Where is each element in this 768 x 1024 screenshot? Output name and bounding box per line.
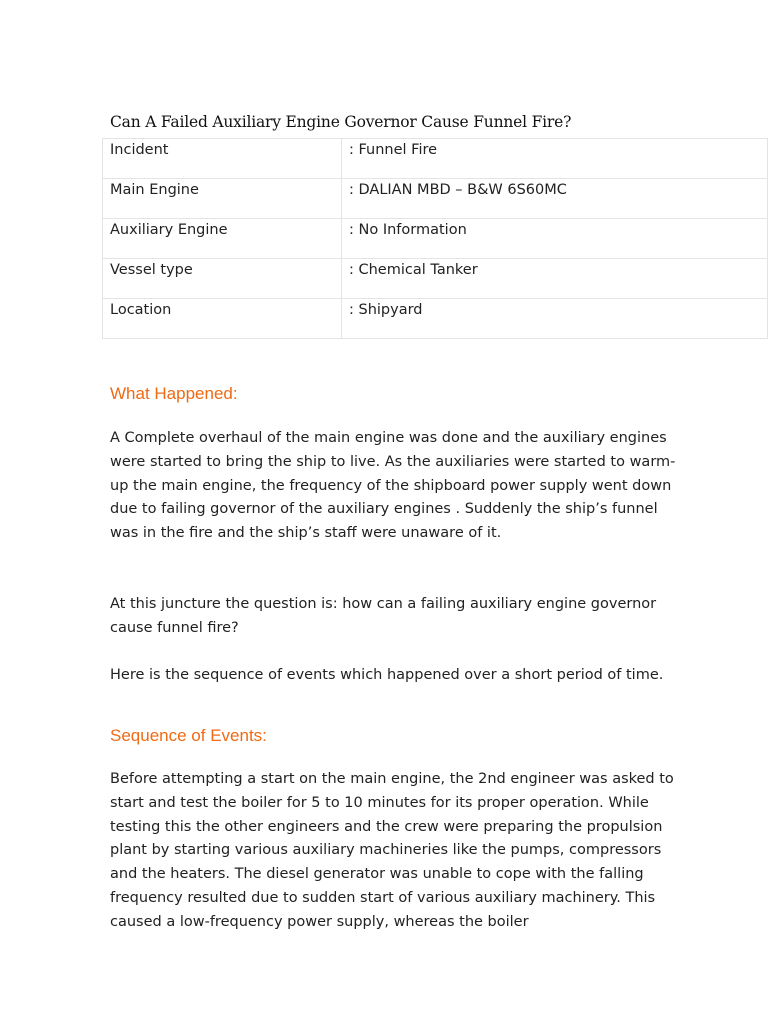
sequence-of-events-heading: Sequence of Events: — [110, 726, 267, 745]
sequence-of-events-paragraph-1: Before attempting a start on the main engine, the 2nd engineer was asked to start and test the boiler for 5 to 10 minutes for its proper operation. While testing this the other engineers and the crew were preparing the propulsion plant by starting various auxiliary machineries like the pumps, compressors and the heaters. The diesel generator was unable to cope with the falling frequency resulted due to sudden start of various auxiliary machinery. This caused a low-frequency power supply, whereas the boiler — [110, 771, 674, 930]
table-label-cell — [103, 299, 342, 339]
main-engine-label: Main Engine — [110, 182, 199, 198]
vessel-type-value: : Chemical Tanker — [349, 262, 478, 278]
table-label-cell — [103, 179, 342, 219]
table-label-cell — [103, 219, 342, 259]
what-happened-paragraph-3: Here is the sequence of events which happened over a short period of time. — [110, 667, 664, 683]
table-row — [103, 139, 768, 179]
incident-info-table — [102, 138, 768, 339]
table-label-cell — [103, 139, 342, 179]
vessel-type-label: Vessel type — [110, 262, 193, 278]
table-row — [103, 259, 768, 299]
what-happened-heading: What Happened: — [110, 384, 238, 403]
table-value-cell — [342, 299, 768, 339]
table-value-cell — [342, 139, 768, 179]
table-row — [103, 219, 768, 259]
what-happened-paragraph-2: At this juncture the question is: how can a failing auxiliary engine governor cause funnel fire? — [110, 596, 657, 636]
location-value: : Shipyard — [349, 302, 423, 318]
location-label: Location — [110, 302, 172, 318]
table-value-cell — [342, 219, 768, 259]
incident-value: : Funnel Fire — [349, 142, 438, 158]
table-row — [103, 179, 768, 219]
auxiliary-engine-label: Auxiliary Engine — [110, 222, 228, 238]
what-happened-paragraph-1: A Complete overhaul of the main engine was done and the auxiliary engines were started to bring the ship to live. As the auxiliaries were started to warm-up the main engine, the frequency of the shipboard power supply went down due to failing governor of the auxiliary engines . Suddenly the ship’s funnel was in the fire and the ship’s staff were unaware of it. — [110, 430, 676, 542]
main-engine-value: : DALIAN MBD – B&W 6S60MC — [349, 182, 567, 198]
table-row — [103, 299, 768, 339]
table-label-cell — [103, 259, 342, 299]
table-value-cell — [342, 179, 768, 219]
document-title: Can A Failed Auxiliary Engine Governor Cause Funnel Fire? — [110, 113, 572, 131]
incident-label: Incident — [110, 142, 169, 158]
auxiliary-engine-value: : No Information — [349, 222, 467, 238]
table-value-cell — [342, 259, 768, 299]
